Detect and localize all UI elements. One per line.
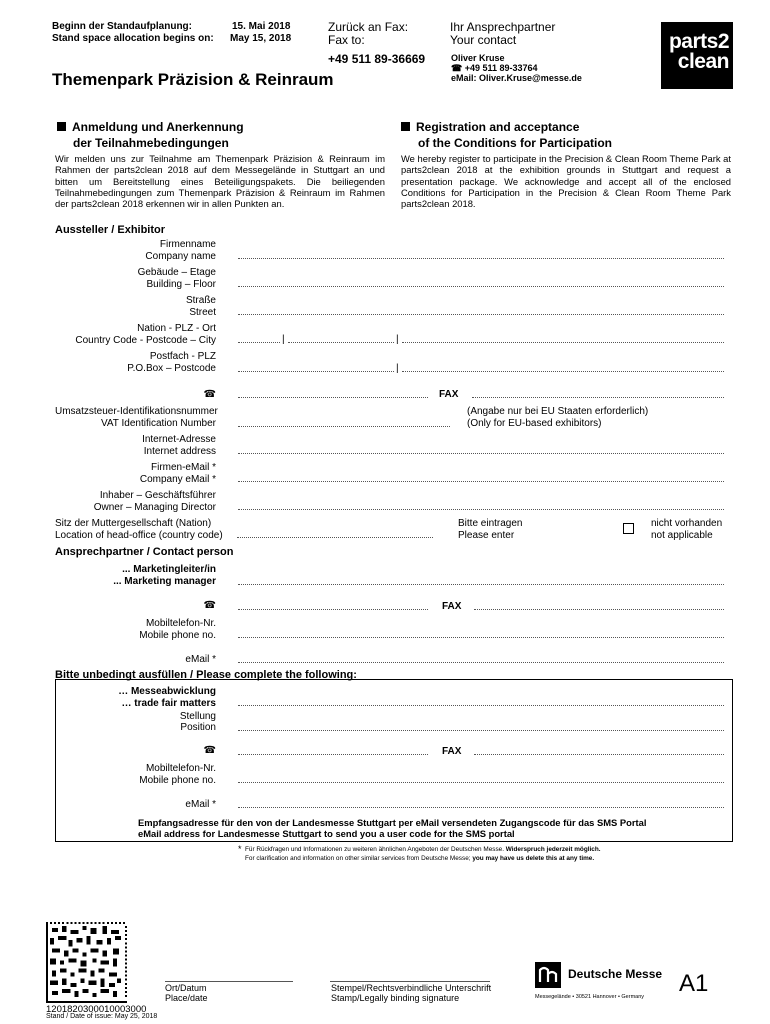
registration-heading-de: Anmeldung und Anerkennung	[57, 120, 244, 134]
stamp-label-en: Stamp/Legally binding signature	[331, 993, 460, 1003]
deutsche-messe-name: Deutsche Messe	[568, 967, 663, 981]
parent-label-de: Sitz der Muttergesellschaft (Nation)	[55, 518, 212, 529]
fax-label: FAX	[442, 746, 462, 757]
sms-note-en: eMail address for Landesmesse Stuttgart to send you a user code for the SMS portal	[138, 828, 515, 839]
registration-heading-en-2: of the Conditions for Participation	[418, 136, 612, 150]
mobile-label-en: Mobile phone no.	[139, 775, 216, 786]
registration-heading-en: Registration and acceptance	[401, 120, 579, 134]
phone-icon: ☎	[203, 389, 216, 400]
company-email-field[interactable]	[238, 481, 724, 482]
required-email-label: eMail *	[185, 799, 216, 810]
square-bullet-icon	[401, 122, 410, 131]
separator: |	[396, 334, 399, 345]
trade-fair-contact-field[interactable]	[238, 705, 724, 706]
parts2clean-logo	[661, 22, 733, 89]
building-label-en: Building – Floor	[146, 279, 216, 290]
owner-label-de: Inhaber – Geschäftsführer	[99, 490, 216, 501]
marketing-label-en: ... Marketing manager	[113, 576, 216, 587]
not-applicable-checkbox[interactable]	[623, 523, 634, 534]
country-code-field[interactable]	[238, 342, 280, 343]
fax-label-en: Fax to:	[328, 33, 365, 47]
footnote-line2: For clarification and information on other similar services from Deutsche Messe; you may have us delete this at any time.	[245, 855, 595, 862]
fair-label-de: … Messeabwicklung	[118, 686, 216, 697]
contact-name: Oliver Kruse	[451, 53, 505, 63]
pobox-postcode-field[interactable]	[402, 371, 724, 372]
separator: |	[396, 363, 399, 374]
place-date-line[interactable]	[165, 981, 293, 982]
required-phone-field[interactable]	[238, 754, 428, 755]
contact-email-field[interactable]	[238, 662, 724, 663]
position-label-en: Position	[180, 722, 216, 733]
issue-date: Stand / Date of issue: May 25, 2018	[46, 1013, 158, 1020]
pobox-label-de: Postfach - PLZ	[149, 351, 216, 362]
phone-icon: ☎	[203, 600, 216, 611]
required-email-field[interactable]	[238, 807, 724, 808]
company-name-field[interactable]	[238, 258, 724, 259]
contact-email: eMail: Oliver.Kruse@messe.de	[451, 73, 582, 83]
stamp-label-de: Stempel/Rechtsverbindliche Unterschrift	[331, 983, 492, 993]
street-label-de: Straße	[185, 295, 216, 306]
separator: |	[282, 334, 285, 345]
contact-heading: Ansprechpartner / Contact person	[55, 546, 234, 558]
building-floor-field[interactable]	[238, 286, 724, 287]
street-label-en: Street	[189, 307, 216, 318]
footnote-line1: Für Rückfragen und Informationen zu weiteren ähnlichen Angeboten der Deutschen Messe. Widerspruch jederzeit möglich.	[245, 846, 601, 853]
vat-field[interactable]	[238, 426, 450, 427]
postcode-field[interactable]	[288, 342, 394, 343]
required-fax-field[interactable]	[474, 754, 724, 755]
mobile-label-de: Mobiltelefon-Nr.	[145, 618, 216, 629]
owner-field[interactable]	[238, 509, 724, 510]
city-field[interactable]	[402, 342, 724, 343]
internet-label-en: Internet address	[143, 446, 216, 457]
mobile-label-en: Mobile phone no.	[139, 630, 216, 641]
begin-label-de: Beginn der Standaufplanung:	[52, 21, 192, 32]
contact-phone-field[interactable]	[238, 609, 428, 610]
parent-label-en: Location of head-office (country code)	[55, 530, 223, 541]
fax-number: +49 511 89-36669	[328, 52, 426, 66]
place-label-de: Ort/Datum	[165, 983, 207, 993]
fair-label-en: … trade fair matters	[121, 698, 216, 709]
street-field[interactable]	[238, 314, 724, 315]
vat-note-de: (Angabe nur bei EU Staaten erforderlich)	[467, 406, 649, 417]
phone-icon: ☎	[203, 745, 216, 756]
na-label-de: nicht vorhanden	[651, 518, 723, 529]
footnote-star: *	[238, 844, 242, 854]
internet-field[interactable]	[238, 453, 724, 454]
vat-label-en: VAT Identification Number	[100, 418, 216, 429]
na-label-en: not applicable	[651, 530, 713, 541]
position-label-de: Stellung	[179, 711, 216, 722]
exhibitor-heading: Aussteller / Exhibitor	[55, 224, 166, 236]
deutsche-messe-address: Messegelände • 30521 Hannover • Germany	[535, 994, 645, 1000]
registration-text-en: We hereby register to participate in the Precision & Clean Room Theme Park at parts2clean 2018 at the exhibition grounds in Stuttgart and request a presentation package. We acknowledge and accept all of the enclosed Conditions for Participation in the Precision & Clean Room Theme Park parts2clean 2018.	[401, 153, 731, 210]
position-field[interactable]	[238, 730, 724, 731]
vat-note-en: (Only for EU-based exhibitors)	[467, 418, 602, 429]
email-label-en: Company eMail *	[139, 474, 216, 485]
enter-label-en: Please enter	[458, 530, 515, 541]
enter-label-de: Bitte eintragen	[458, 518, 523, 529]
pobox-label-en: P.O.Box – Postcode	[127, 363, 216, 374]
owner-label-en: Owner – Managing Director	[93, 502, 216, 513]
contact-label-en: Your contact	[450, 33, 517, 47]
fax-label: FAX	[439, 389, 459, 400]
deutsche-messe-emblem-icon	[535, 962, 561, 988]
contact-email-label: eMail *	[185, 654, 216, 665]
required-mobile-field[interactable]	[238, 782, 724, 783]
head-office-field[interactable]	[237, 537, 433, 538]
contact-mobile-field[interactable]	[238, 637, 724, 638]
begin-label-en: Stand space allocation begins on:	[52, 33, 214, 44]
nation-label-de: Nation - PLZ - Ort	[137, 323, 216, 334]
form-code: A1	[679, 970, 709, 997]
required-heading: Bitte unbedingt ausfüllen / Please complete the following:	[55, 669, 357, 681]
mobile-label-de: Mobiltelefon-Nr.	[145, 763, 216, 774]
signature-line[interactable]	[330, 981, 490, 982]
page-title: Themenpark Präzision & Reinraum	[52, 70, 334, 89]
begin-date-de: 15. Mai 2018	[232, 21, 291, 32]
contact-label-de: Ihr Ansprechpartner	[450, 20, 556, 34]
square-bullet-icon	[57, 122, 66, 131]
contact-phone: ☎ +49 511 89-33764	[451, 63, 538, 73]
registration-text-de: Wir melden uns zur Teilnahme am Themenpark Präzision & Reinraum im Rahmen der parts2clean 2018 auf dem Messegelände in Stuttgart an und bitten um Bereitstellung eines Beteiligungspakets. Die beiliegenden Teilnahmebedingungen zum Themenpark Präzision & Reinraum im Rahmen der parts2clean 2018 erkennen wir in allen Punkten an.	[55, 153, 385, 210]
internet-label-de: Internet-Adresse	[142, 434, 216, 445]
fax-label: FAX	[442, 601, 462, 612]
logo-line1: parts2	[668, 30, 729, 53]
marketing-label-de: ... Marketingleiter/in	[122, 564, 216, 575]
phone-field[interactable]	[238, 397, 428, 398]
logo-line2: clean	[677, 50, 729, 73]
sms-note-de: Empfangsadresse für den von der Landesmesse Stuttgart per eMail versendeten Zugangscode für das SMS Portal	[138, 817, 647, 828]
contact-fax-field[interactable]	[474, 609, 724, 610]
place-label-en: Place/date	[165, 993, 208, 1003]
company-label-en: Company name	[145, 251, 216, 262]
begin-date-en: May 15, 2018	[230, 33, 292, 44]
fax-label-de: Zurück an Fax:	[328, 20, 409, 34]
company-label-de: Firmenname	[159, 239, 216, 250]
document-number: 1201820300010003000	[46, 1004, 147, 1015]
pobox-field[interactable]	[238, 371, 394, 372]
vat-label-de: Umsatzsteuer-Identifikationsnummer	[55, 406, 218, 417]
building-label-de: Gebäude – Etage	[137, 267, 216, 278]
email-label-de: Firmen-eMail *	[150, 462, 216, 473]
fax-field[interactable]	[472, 397, 724, 398]
marketing-manager-field[interactable]	[238, 584, 724, 585]
nation-label-en: Country Code - Postcode – City	[75, 335, 216, 346]
datamatrix-code-icon	[46, 922, 127, 1003]
registration-heading-de-2: der Teilnahmebedingungen	[73, 136, 229, 150]
